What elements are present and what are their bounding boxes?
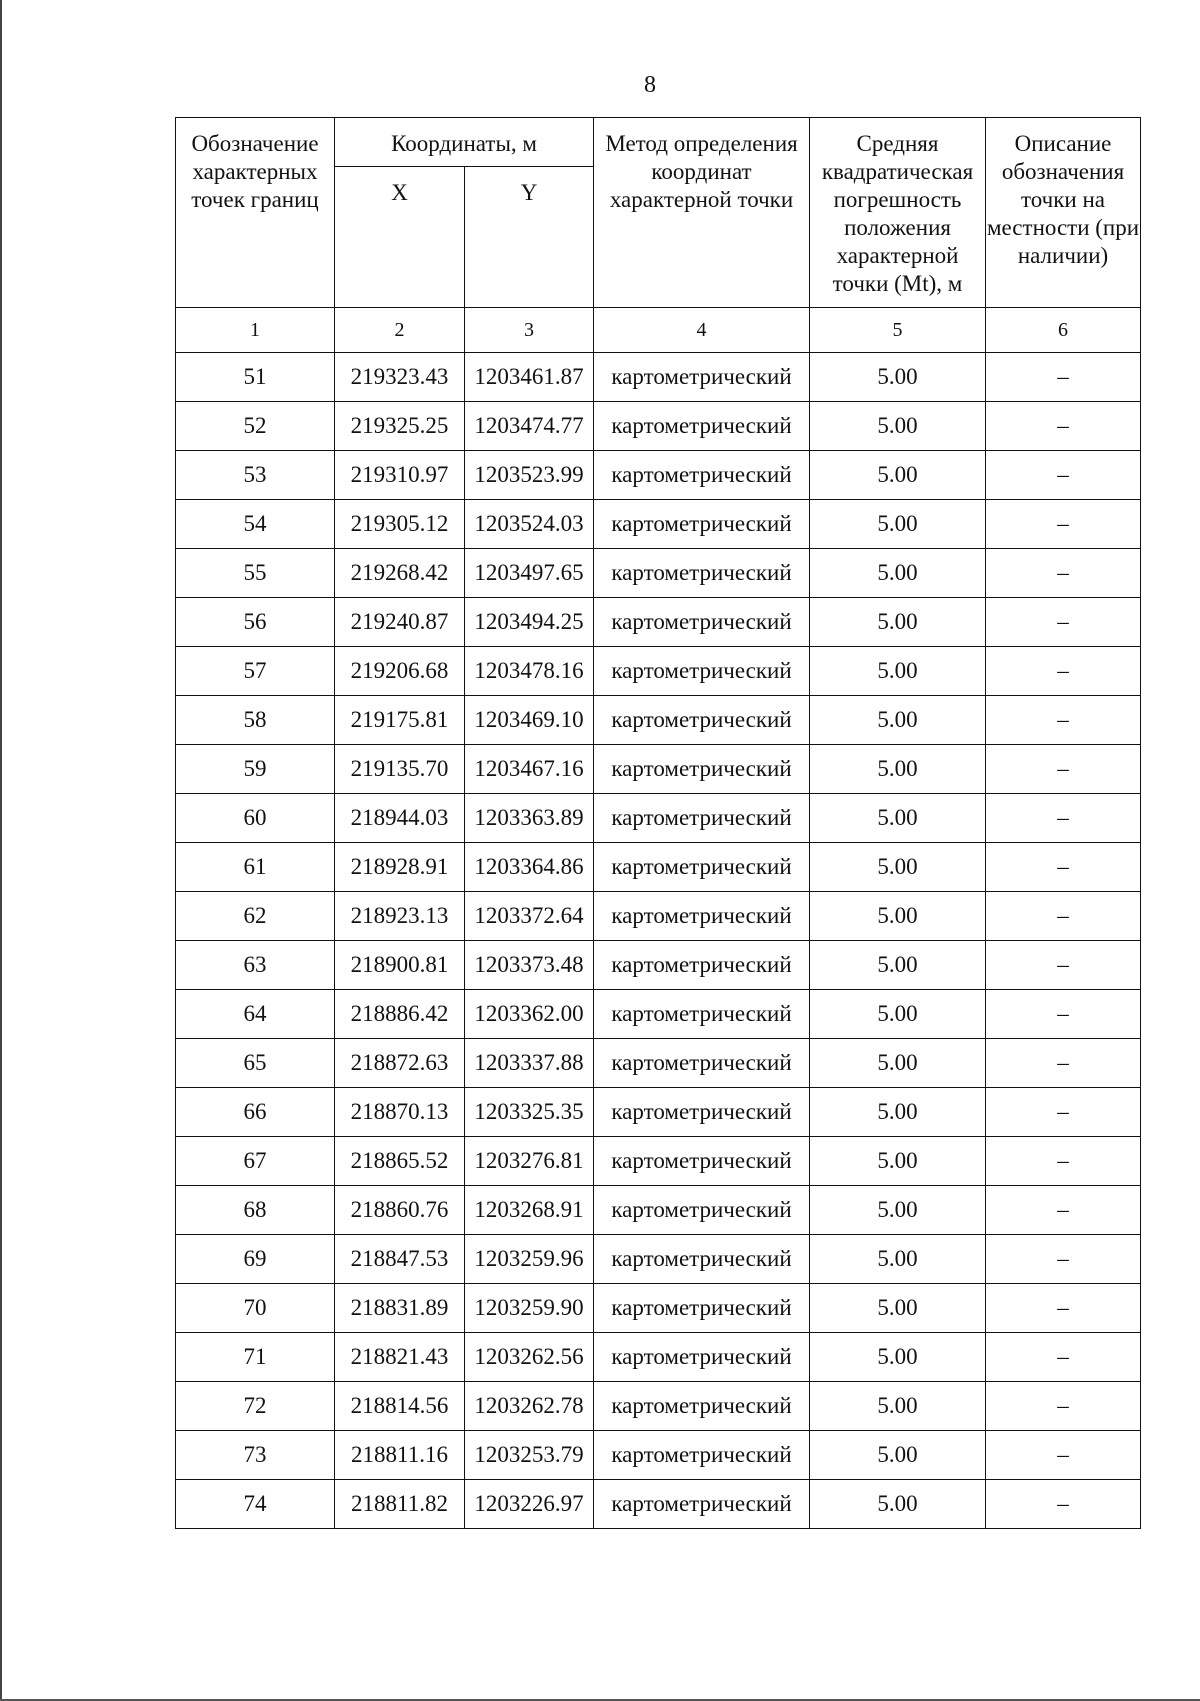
cell-y: 1203461.87	[465, 353, 594, 402]
cell-error: 5.00	[810, 892, 986, 941]
cell-point: 53	[176, 451, 335, 500]
cell-method: картометрический	[594, 500, 810, 549]
cell-x: 218928.91	[335, 843, 465, 892]
cell-method: картометрический	[594, 1480, 810, 1529]
cell-method: картометрический	[594, 843, 810, 892]
cell-point: 62	[176, 892, 335, 941]
cell-point: 70	[176, 1284, 335, 1333]
cell-y: 1203474.77	[465, 402, 594, 451]
cell-method: картометрический	[594, 402, 810, 451]
table-row	[176, 794, 1141, 843]
cell-method: картометрический	[594, 598, 810, 647]
cell-x: 218811.82	[335, 1480, 465, 1529]
cell-y: 1203467.16	[465, 745, 594, 794]
cell-method: картометрический	[594, 696, 810, 745]
cell-y: 1203325.35	[465, 1088, 594, 1137]
cell-x: 219323.43	[335, 353, 465, 402]
cell-y: 1203259.96	[465, 1235, 594, 1284]
column-number: 4	[594, 308, 810, 353]
cell-description: –	[986, 1039, 1141, 1088]
cell-y: 1203262.56	[465, 1333, 594, 1382]
cell-method: картометрический	[594, 1382, 810, 1431]
cell-x: 219135.70	[335, 745, 465, 794]
header-coordinates: Координаты, м	[335, 118, 594, 167]
cell-description: –	[986, 1431, 1141, 1480]
cell-y: 1203373.48	[465, 941, 594, 990]
table-row	[176, 402, 1141, 451]
cell-error: 5.00	[810, 549, 986, 598]
cell-y: 1203497.65	[465, 549, 594, 598]
cell-y: 1203494.25	[465, 598, 594, 647]
cell-description: –	[986, 647, 1141, 696]
cell-error: 5.00	[810, 1137, 986, 1186]
cell-x: 218847.53	[335, 1235, 465, 1284]
cell-description: –	[986, 1382, 1141, 1431]
cell-error: 5.00	[810, 647, 986, 696]
cell-method: картометрический	[594, 1235, 810, 1284]
cell-point: 71	[176, 1333, 335, 1382]
cell-error: 5.00	[810, 598, 986, 647]
cell-x: 219310.97	[335, 451, 465, 500]
cell-description: –	[986, 990, 1141, 1039]
cell-point: 51	[176, 353, 335, 402]
cell-point: 72	[176, 1382, 335, 1431]
header-error: Средняя квадратическая погрешность положения характерной точки (Mt), м	[810, 118, 986, 308]
cell-error: 5.00	[810, 1186, 986, 1235]
table-row	[176, 941, 1141, 990]
cell-point: 67	[176, 1137, 335, 1186]
table-row	[176, 1137, 1141, 1186]
table-row	[176, 1186, 1141, 1235]
cell-method: картометрический	[594, 1137, 810, 1186]
cell-x: 218865.52	[335, 1137, 465, 1186]
cell-x: 218860.76	[335, 1186, 465, 1235]
cell-method: картометрический	[594, 1039, 810, 1088]
cell-point: 56	[176, 598, 335, 647]
cell-method: картометрический	[594, 745, 810, 794]
table-row	[176, 696, 1141, 745]
header-y: Y	[465, 167, 594, 308]
cell-point: 65	[176, 1039, 335, 1088]
table-row	[176, 1088, 1141, 1137]
cell-description: –	[986, 1235, 1141, 1284]
cell-y: 1203523.99	[465, 451, 594, 500]
cell-description: –	[986, 696, 1141, 745]
cell-point: 69	[176, 1235, 335, 1284]
cell-y: 1203268.91	[465, 1186, 594, 1235]
cell-point: 52	[176, 402, 335, 451]
table-row	[176, 353, 1141, 402]
table-row	[176, 990, 1141, 1039]
table-row	[176, 1480, 1141, 1529]
cell-point: 54	[176, 500, 335, 549]
cell-method: картометрический	[594, 1186, 810, 1235]
cell-y: 1203524.03	[465, 500, 594, 549]
cell-error: 5.00	[810, 1431, 986, 1480]
column-number-row	[176, 308, 1141, 353]
table-row	[176, 892, 1141, 941]
cell-point: 68	[176, 1186, 335, 1235]
cell-method: картометрический	[594, 990, 810, 1039]
cell-method: картометрический	[594, 647, 810, 696]
table-row	[176, 500, 1141, 549]
table-row	[176, 745, 1141, 794]
cell-method: картометрический	[594, 1431, 810, 1480]
cell-y: 1203226.97	[465, 1480, 594, 1529]
cell-method: картометрический	[594, 1284, 810, 1333]
cell-description: –	[986, 794, 1141, 843]
cell-point: 60	[176, 794, 335, 843]
page-edge-left	[0, 0, 2, 1701]
cell-y: 1203372.64	[465, 892, 594, 941]
cell-error: 5.00	[810, 843, 986, 892]
table-row	[176, 549, 1141, 598]
cell-x: 219240.87	[335, 598, 465, 647]
cell-error: 5.00	[810, 1088, 986, 1137]
cell-error: 5.00	[810, 1333, 986, 1382]
cell-description: –	[986, 1137, 1141, 1186]
column-number: 3	[465, 308, 594, 353]
cell-point: 74	[176, 1480, 335, 1529]
cell-y: 1203478.16	[465, 647, 594, 696]
cell-error: 5.00	[810, 353, 986, 402]
cell-description: –	[986, 1284, 1141, 1333]
cell-error: 5.00	[810, 500, 986, 549]
cell-x: 218814.56	[335, 1382, 465, 1431]
table-row	[176, 1284, 1141, 1333]
cell-x: 218811.16	[335, 1431, 465, 1480]
cell-description: –	[986, 745, 1141, 794]
cell-error: 5.00	[810, 1382, 986, 1431]
header-method: Метод определения координат характерной точки	[594, 118, 810, 308]
cell-point: 59	[176, 745, 335, 794]
cell-error: 5.00	[810, 745, 986, 794]
cell-description: –	[986, 1480, 1141, 1529]
cell-method: картометрический	[594, 892, 810, 941]
cell-description: –	[986, 1088, 1141, 1137]
cell-point: 61	[176, 843, 335, 892]
cell-description: –	[986, 941, 1141, 990]
cell-description: –	[986, 843, 1141, 892]
cell-point: 64	[176, 990, 335, 1039]
table-row	[176, 1039, 1141, 1088]
coordinates-table	[175, 117, 1141, 1529]
cell-method: картометрический	[594, 1333, 810, 1382]
cell-error: 5.00	[810, 696, 986, 745]
cell-description: –	[986, 500, 1141, 549]
cell-x: 219268.42	[335, 549, 465, 598]
header-designation: Обозначение характерных точек границ	[176, 118, 335, 308]
cell-method: картометрический	[594, 941, 810, 990]
table-row	[176, 1431, 1141, 1480]
table-body	[176, 353, 1141, 1529]
cell-error: 5.00	[810, 1480, 986, 1529]
table-row	[176, 843, 1141, 892]
column-number: 6	[986, 308, 1141, 353]
cell-x: 218900.81	[335, 941, 465, 990]
cell-description: –	[986, 1333, 1141, 1382]
cell-point: 73	[176, 1431, 335, 1480]
cell-description: –	[986, 892, 1141, 941]
page-number: 8	[644, 72, 656, 98]
header-description: Описание обозначения точки на местности (при наличии)	[986, 118, 1141, 308]
cell-y: 1203362.00	[465, 990, 594, 1039]
cell-y: 1203469.10	[465, 696, 594, 745]
cell-y: 1203363.89	[465, 794, 594, 843]
table-row	[176, 598, 1141, 647]
cell-method: картометрический	[594, 549, 810, 598]
cell-x: 219325.25	[335, 402, 465, 451]
cell-y: 1203253.79	[465, 1431, 594, 1480]
cell-point: 63	[176, 941, 335, 990]
cell-description: –	[986, 451, 1141, 500]
cell-y: 1203364.86	[465, 843, 594, 892]
cell-method: картометрический	[594, 451, 810, 500]
cell-point: 57	[176, 647, 335, 696]
cell-x: 218944.03	[335, 794, 465, 843]
cell-x: 218872.63	[335, 1039, 465, 1088]
cell-error: 5.00	[810, 794, 986, 843]
cell-description: –	[986, 402, 1141, 451]
cell-error: 5.00	[810, 941, 986, 990]
cell-description: –	[986, 353, 1141, 402]
cell-x: 218870.13	[335, 1088, 465, 1137]
cell-x: 219305.12	[335, 500, 465, 549]
cell-x: 219206.68	[335, 647, 465, 696]
table-row	[176, 647, 1141, 696]
cell-description: –	[986, 1186, 1141, 1235]
cell-error: 5.00	[810, 1235, 986, 1284]
cell-method: картометрический	[594, 1088, 810, 1137]
header-x: X	[335, 167, 465, 308]
cell-point: 66	[176, 1088, 335, 1137]
cell-x: 218821.43	[335, 1333, 465, 1382]
cell-description: –	[986, 598, 1141, 647]
cell-description: –	[986, 549, 1141, 598]
cell-method: картометрический	[594, 353, 810, 402]
cell-point: 58	[176, 696, 335, 745]
cell-error: 5.00	[810, 1284, 986, 1333]
cell-error: 5.00	[810, 451, 986, 500]
cell-x: 218886.42	[335, 990, 465, 1039]
cell-y: 1203259.90	[465, 1284, 594, 1333]
column-number: 5	[810, 308, 986, 353]
table-row	[176, 1382, 1141, 1431]
column-number: 2	[335, 308, 465, 353]
cell-y: 1203276.81	[465, 1137, 594, 1186]
table-header	[176, 118, 1141, 308]
column-number: 1	[176, 308, 335, 353]
cell-y: 1203262.78	[465, 1382, 594, 1431]
table-row	[176, 451, 1141, 500]
table-row	[176, 1333, 1141, 1382]
cell-error: 5.00	[810, 1039, 986, 1088]
cell-error: 5.00	[810, 990, 986, 1039]
cell-method: картометрический	[594, 794, 810, 843]
cell-point: 55	[176, 549, 335, 598]
cell-x: 218923.13	[335, 892, 465, 941]
cell-error: 5.00	[810, 402, 986, 451]
cell-x: 219175.81	[335, 696, 465, 745]
table-row	[176, 1235, 1141, 1284]
cell-x: 218831.89	[335, 1284, 465, 1333]
cell-y: 1203337.88	[465, 1039, 594, 1088]
